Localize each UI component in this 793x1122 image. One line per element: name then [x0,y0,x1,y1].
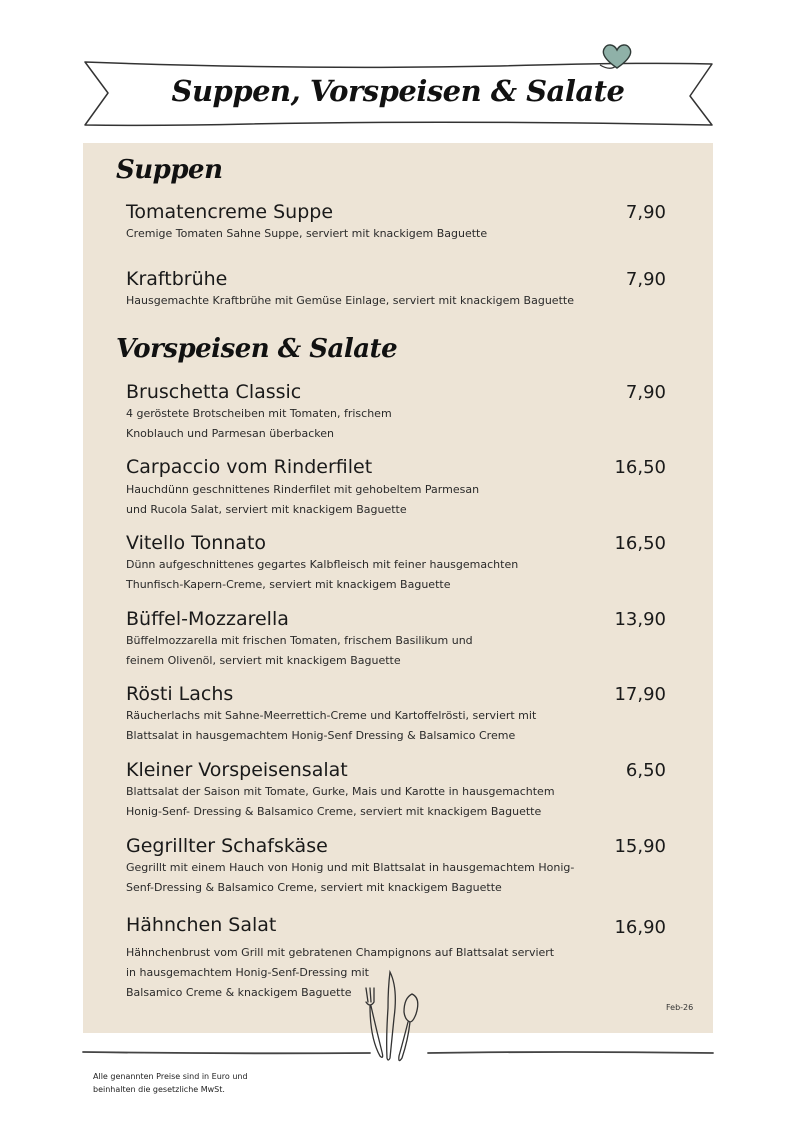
description-line: Balsamico Creme & knackigem Baguette [126,986,352,999]
description-line: 4 geröstete Brotscheiben mit Tomaten, frischem [126,407,392,420]
description-line: Honig-Senf- Dressing & Balsamico Creme, serviert mit knackigem Baguette [126,805,542,818]
item-description [126,555,596,595]
item-price: 16,90 [614,917,666,938]
item-description: Hausgemachte Kraftbrühe mit Gemüse Einlage, serviert mit knackigem Baguette [126,294,574,307]
item-price: 16,50 [614,457,666,478]
item-price: 7,90 [625,382,666,403]
item-name: Hähnchen Salat [126,914,277,936]
price-notice-line: Alle genannten Preise sind in Euro und [93,1072,248,1081]
price-notice-line: beinhalten die gesetzliche MwSt. [93,1085,225,1094]
description-line: Räucherlachs mit Sahne-Meerrettich-Creme und Kartoffelrösti, serviert mit [126,709,537,722]
item-description [126,782,596,822]
item-price: 15,90 [614,836,666,857]
section-title-soups: Suppen [116,155,223,185]
item-name: Rösti Lachs [126,683,234,705]
item-price: 17,90 [614,684,666,705]
item-name: Büffel-Mozzarella [126,608,289,630]
item-price: 7,90 [625,202,666,223]
item-name: Vitello Tonnato [126,532,267,554]
item-price: 16,50 [614,533,666,554]
description-line: und Rucola Salat, serviert mit knackigem Baguette [126,503,407,516]
price-notice [93,1070,248,1096]
section-title-starters: Vorspeisen & Salate [116,334,398,364]
date-stamp: Feb-26 [666,1003,694,1012]
item-name: Kraftbrühe [126,268,228,290]
description-line: Gegrillt mit einem Hauch von Honig und mit Blattsalat in hausgemachtem Honig- [126,861,575,874]
heart-icon [600,42,634,70]
page-title: Suppen, Vorspeisen & Salate [171,74,625,108]
item-name: Tomatencreme Suppe [126,201,334,223]
description-line: Dünn aufgeschnittenes gegartes Kalbfleisch mit feiner hausgemachten [126,558,519,571]
item-price: 13,90 [614,609,666,630]
cutlery-icon [358,968,428,1068]
description-line: Hähnchenbrust vom Grill mit gebratenen Champignons auf Blattsalat serviert [126,946,555,959]
description-line: Hauchdünn geschnittenes Rinderfilet mit gehobeltem Parmesan [126,483,480,496]
item-description [126,858,596,898]
description-line: Büffelmozzarella mit frischen Tomaten, frischem Basilikum und [126,634,473,647]
item-description [126,631,596,671]
item-description [126,404,596,444]
item-price: 6,50 [625,760,666,781]
item-name: Bruschetta Classic [126,381,302,403]
description-line: feinem Olivenöl, serviert mit knackigem Baguette [126,654,401,667]
item-price: 7,90 [625,269,666,290]
description-line: Thunfisch-Kapern-Creme, serviert mit knackigem Baguette [126,578,451,591]
description-line: Knoblauch und Parmesan überbacken [126,427,334,440]
item-name: Gegrillter Schafskäse [126,835,328,857]
description-line: Blattsalat der Saison mit Tomate, Gurke, Mais und Karotte in hausgemachtem [126,785,555,798]
description-line: in hausgemachtem Honig-Senf-Dressing mit [126,966,369,979]
item-name: Carpaccio vom Rinderfilet [126,456,373,478]
description-line: Blattsalat in hausgemachtem Honig-Senf Dressing & Balsamico Creme [126,729,516,742]
item-description: Cremige Tomaten Sahne Suppe, serviert mit knackigem Baguette [126,227,488,240]
item-name: Kleiner Vorspeisensalat [126,759,348,781]
description-line: Senf-Dressing & Balsamico Creme, serviert mit knackigem Baguette [126,881,502,894]
item-description [126,706,596,746]
item-description [126,480,596,520]
